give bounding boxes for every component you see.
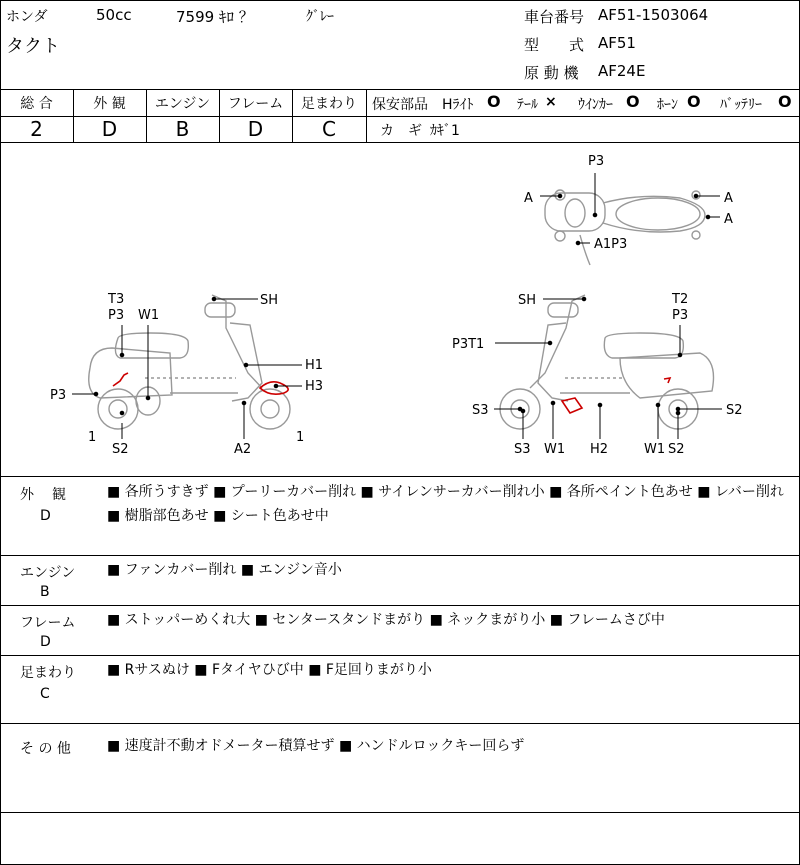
frame-no-label: 車台番号 [524, 8, 585, 26]
grade-header-overall: 総 合 [20, 96, 53, 112]
grade-engine: B [175, 117, 190, 141]
frame-no: AF51-1503064 [598, 6, 709, 24]
safety-item-tail: ﾃｰﾙ [517, 97, 538, 113]
diag-label: W1 [138, 308, 160, 323]
diag-label: S3 [472, 403, 489, 418]
diag-label: H2 [590, 442, 609, 457]
section-title: 外 観 [20, 487, 68, 503]
damage-mark [113, 373, 128, 386]
model-name: タクト [6, 36, 60, 57]
safety-mark-tail: × [545, 94, 557, 110]
diag-label: A2 [234, 442, 252, 457]
diag-label: S3 [514, 442, 531, 457]
body-color: ｸﾞﾚｰ [306, 9, 334, 25]
diag-label: P3T1 [452, 337, 485, 352]
grade-exterior: D [101, 117, 118, 141]
maker: ホンダ [6, 9, 48, 25]
grade-frame: D [247, 117, 264, 141]
safety-mark-horn: O [687, 92, 701, 111]
engine-value: AF24E [598, 62, 646, 80]
diag-label: H3 [305, 379, 324, 394]
damage-diagram [0, 143, 800, 476]
diag-label: SH [518, 293, 537, 308]
diag-label: A1P3 [594, 237, 628, 252]
section-grade: D [40, 508, 51, 524]
rule [0, 476, 800, 477]
diag-label: H1 [305, 358, 324, 373]
damage-mark [260, 382, 288, 394]
section-notes: ■ 各所うすきず ■ プーリーカバー削れ ■ サイレンサーカバー削れ小 ■ 各所ペイント色あせ ■ レバー削れ ■ 樹脂部色あせ ■ シート色あせ中 [107, 484, 784, 524]
type-value: AF51 [598, 34, 636, 52]
safety-label: 保安部品 [372, 97, 428, 113]
rule [0, 812, 800, 813]
safety-item-winker: ｳｲﾝｶｰ [578, 97, 613, 113]
diag-label: S2 [668, 442, 685, 457]
damage-mark [664, 378, 670, 383]
grade-overall: 2 [30, 117, 43, 141]
safety-mark-battery: O [778, 92, 792, 111]
grade-header-suspension: 足まわり [301, 96, 357, 112]
rule [366, 116, 800, 117]
section-notes: ■ 速度計不動オドメーター積算せず ■ ハンドルロックキー回らず [107, 738, 525, 754]
rule [0, 555, 800, 556]
diag-label: P3 [50, 388, 67, 403]
section-notes: ■ Rサスぬけ ■ Fタイヤひび中 ■ F足回りまがり小 [107, 662, 432, 678]
safety-item-headlight: Hﾗｲﾄ [442, 97, 474, 113]
diag-label: W1 [644, 442, 666, 457]
section-notes: ■ ストッパーめくれ大 ■ センタースタンドまがり ■ ネックまがり小 ■ フレームさび中 [107, 612, 665, 628]
rule [0, 723, 800, 724]
type-label: 型 式 [524, 36, 585, 54]
diag-label: W1 [544, 442, 566, 457]
diag-label: 1 [296, 430, 305, 445]
diag-label: T2 [672, 292, 689, 307]
section-notes: ■ ファンカバー削れ ■ エンジン音小 [107, 562, 342, 578]
diag-label: A [524, 191, 533, 206]
safety-mark-headlight: O [487, 92, 501, 111]
section-title: そ の 他 [20, 741, 71, 757]
rule [0, 605, 800, 606]
diag-label: A [724, 191, 733, 206]
section-grade: C [40, 686, 50, 702]
displacement: 50cc [96, 6, 132, 24]
diag-label: S2 [112, 442, 129, 457]
diag-label: P3 [108, 308, 125, 323]
diag-label: S2 [726, 403, 743, 418]
grade-header-exterior: 外 観 [93, 96, 126, 112]
safety-item-battery: ﾊﾞｯﾃﾘｰ [720, 97, 762, 113]
key-value: ｶｷﾞ1 [430, 123, 460, 139]
diag-label: A [724, 212, 733, 227]
key-label: カ ギ [380, 123, 422, 139]
rule [366, 89, 367, 142]
grade-suspension: C [322, 117, 336, 141]
section-title: エンジン [20, 565, 76, 581]
rule [0, 655, 800, 656]
diag-label: P3 [672, 308, 689, 323]
damage-mark [562, 398, 582, 413]
scooter-top-view [545, 190, 705, 265]
safety-item-horn: ﾎｰﾝ [657, 97, 678, 113]
diag-label: T3 [108, 292, 125, 307]
section-grade: D [40, 634, 51, 650]
diag-label: 1 [88, 430, 97, 445]
grade-header-frame: フレーム [227, 96, 284, 112]
section-title: フレーム [20, 615, 76, 631]
diag-label: SH [260, 293, 279, 308]
mileage: 7599 ｷﾛ ？ [176, 8, 254, 26]
grade-header-engine: エンジン [154, 96, 211, 112]
diag-label: P3 [588, 154, 605, 169]
section-grade: B [40, 584, 50, 600]
rule [0, 89, 800, 90]
section-title: 足まわり [20, 665, 76, 681]
engine-label: 原 動 機 [524, 64, 579, 82]
safety-mark-winker: O [626, 92, 640, 111]
